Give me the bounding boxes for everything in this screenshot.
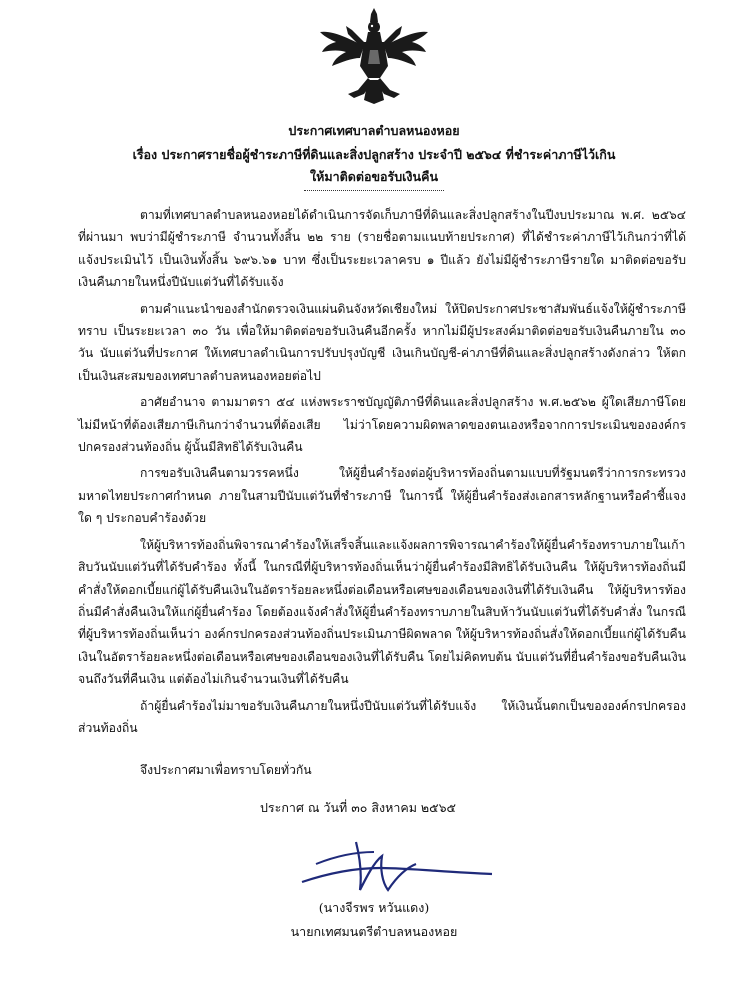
paragraph-5: ให้ผู้บริหารท้องถิ่นพิจารณาคำร้องให้เสร็จสิ้นและแจ้งผลการพิจารณาคำร้องให้ผู้ยื่นคำร้องทราบภายในเก้าสิบวันนับแต่วันที่ได้รับคำร้อง ทั้งนี้ ในกรณีที่ผู้บริหารท้องถิ่นเห็นว่าผู้ยื่นคำร้องมีสิทธิได้รับเงินคืน ให้ผู้บริหารท้องถิ่นมีคำสั่งให้ดอกเบี้ยแก่ผู้ได้รับคืนเงินในอัตราร้อยละหนึ่งต่อเดือนหรือเศษของเดือนของเงินที่ได้รับเงินคืน ให้ผู้บริหารท้องถิ่นมีคำสั่งคืนเงินให้แก่ผู้ยื่นคำร้อง โดยต้องแจ้งคำสั่งให้ผู้ยื่นคำร้องทราบภายในสิบห้าวันนับแต่วันที่ได้รับคำสั่ง ในกรณีที่ผู้บริหารท้องถิ่นเห็นว่า องค์กรปกครองส่วนท้องถิ่นประเมินภาษีผิดพลาด ให้ผู้บริหารท้องถิ่นสั่งให้ดอกเบี้ยแก่ผู้ได้รับคืนเงินในอัตราร้อยละหนึ่งต่อเดือนหรือเศษของเดือนของเงินที่ได้รับคืน โดยไม่คิดทบต้น นับแต่วันที่ยื่นคำร้องขอรับคืนเงินจนถึงวันที่คืนเงิน แต่ต้องไม่เกินจำนวนเงินที่ได้รับคืน [78,537,686,687]
closing-statement: จึงประกาศมาเพื่อทราบโดยทั่วกัน [140,763,312,778]
office-title: ประกาศเทศบาลตำบลหนองหอย [288,123,460,138]
paragraph-3: อาศัยอำนาจ ตามมาตรา ๕๔ แห่งพระราชบัญญัติภาษีที่ดินและสิ่งปลูกสร้าง พ.ศ.๒๕๖๒ ผู้ใดเสียภาษีโดยไม่มีหน้าที่ต้องเสียภาษีเกินกว่าจำนวนที่ต้องเสีย ไม่ว่าโดยความผิดพลาดของตนเองหรือจากการประเมินขององค์กรปกครองส่วนท้องถิ่น ผู้นั้นมีสิทธิได้รับเงินคืน [78,395,686,455]
signer-title: นายกเทศมนตรีตำบลหนองหอย [290,924,458,939]
signature-mark [296,838,496,896]
subject-line-2: ให้มาติดต่อขอรับเงินคืน [310,169,438,184]
date-line: ประกาศ ณ วันที่ ๓๐ สิงหาคม ๒๕๖๕ [260,800,457,815]
signer-name: (นางจีรพร หวันแดง) [318,900,430,915]
subject-line: เรื่อง ประกาศรายชื่อผู้ชำระภาษีที่ดินและสิ่งปลูกสร้าง ประจำปี ๒๕๖๔ ที่ชำระค่าภาษีไว้เกิน [132,147,616,162]
paragraph-6: ถ้าผู้ยื่นคำร้องไม่มาขอรับเงินคืนภายในหนึ่งปีนับแต่วันที่ได้รับแจ้ง ให้เงินนั้นตกเป็นขององค์กรปกครองส่วนท้องถิ่น [78,698,686,735]
garuda-emblem-icon [318,8,430,104]
dotted-divider [304,190,444,191]
announcement-body [78,204,686,786]
paragraph-2: ตามคำแนะนำของสำนักตรวจเงินแผ่นดินจังหวัดเชียงใหม่ ให้ปิดประกาศประชาสัมพันธ์แจ้งให้ผู้ชำระภาษีทราบ เป็นระยะเวลา ๓๐ วัน เพื่อให้มาติดต่อขอรับเงินคืนอีกครั้ง หากไม่มีผู้ประสงค์มาติดต่อขอรับเงินคืนภายใน ๓๐ วัน นับแต่วันที่ประกาศ ให้เทศบาลดำเนินการปรับปรุงบัญชี เงินเกินบัญชี-ค่าภาษีที่ดินและสิ่งปลูกสร้างดังกล่าว ให้ตกเป็นเงินสะสมของเทศบาลตำบลหนองหอยต่อไป [78,301,686,383]
paragraph-1: ตามที่เทศบาลตำบลหนองหอยได้ดำเนินการจัดเก็บภาษีที่ดินและสิ่งปลูกสร้างในปีงบประมาณ พ.ศ. ๒๕๖๔ ที่ผ่านมา พบว่ามีผู้ชำระภาษี จำนวนทั้งสิ้น ๒๒ ราย (รายชื่อตามแนบท้ายประกาศ) ที่ได้ชำระค่าภาษีไว้เกินกว่าที่ได้แจ้งประเมินไว้ เป็นเงินทั้งสิ้น ๖๙๖.๖๑ บาท ซึ่งเป็นระยะเวลาครบ ๑ ปีแล้ว ยังไม่มีผู้ชำระภาษีรายใด มาติดต่อขอรับเงินคืนภายในหนึ่งปีนับแต่วันที่ได้รับแจ้ง [78,208,686,290]
paragraph-4: การขอรับเงินคืนตามวรรคหนึ่ง ให้ผู้ยื่นคำร้องต่อผู้บริหารท้องถิ่นตามแบบที่รัฐมนตรีว่าการกระทรวงมหาดไทยประกาศกำหนด ภายในสามปีนับแต่วันที่ชำระภาษี ในการนี้ ให้ผู้ยื่นคำร้องส่งเอกสารหลักฐานหรือคำชี้แจงใด ๆ ประกอบคำร้องด้วย [78,466,686,526]
